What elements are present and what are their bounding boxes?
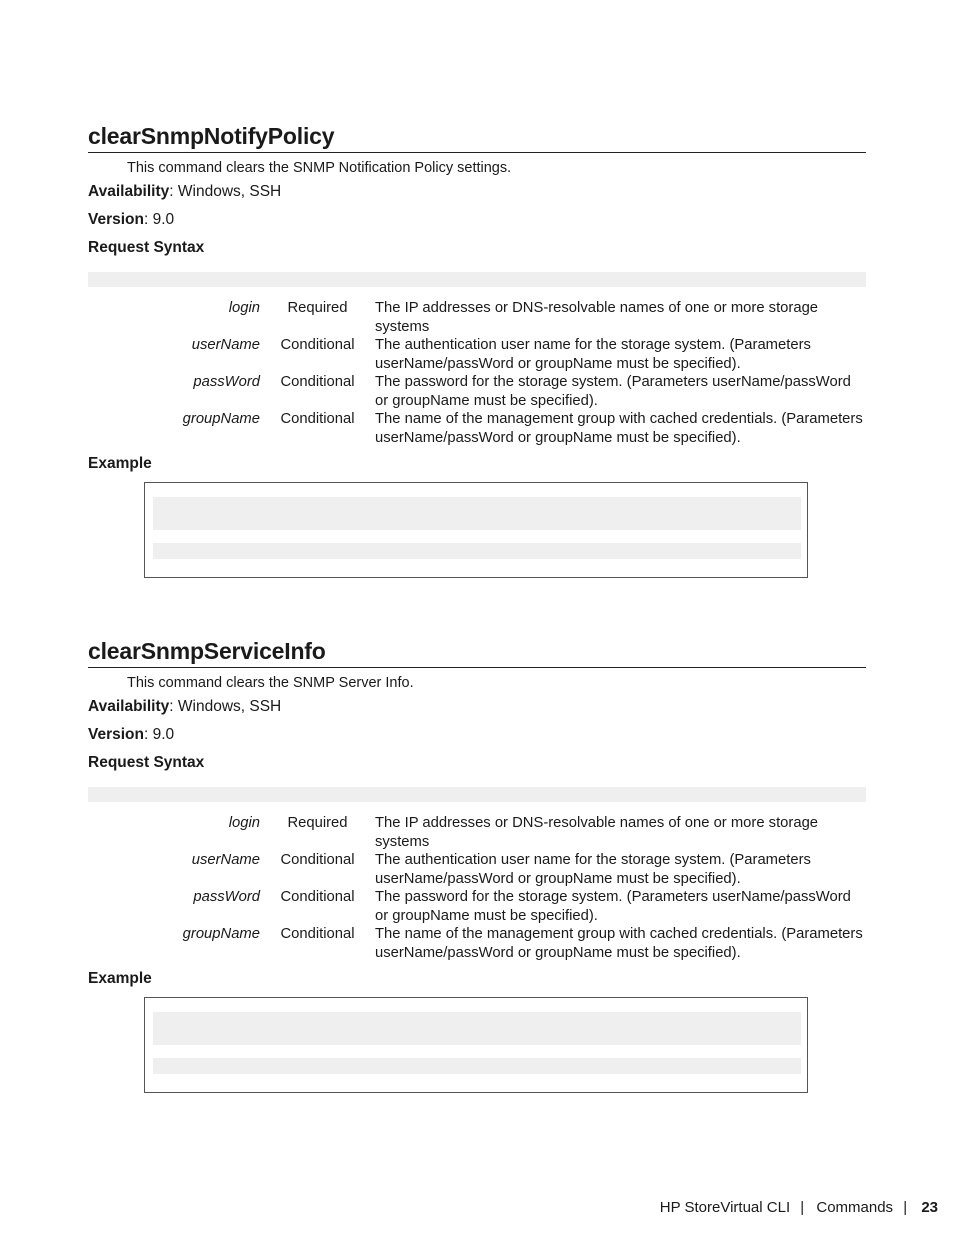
footer-separator: |: [800, 1199, 805, 1216]
version-line: [88, 206, 866, 234]
availability-label: Availability: [88, 698, 170, 715]
footer-product: HP StoreVirtual CLI: [659, 1199, 791, 1216]
version-value: : 9.0: [144, 726, 175, 743]
parameter-requirement: Conditional: [280, 337, 355, 353]
parameter-name: passWord: [193, 374, 260, 390]
parameter-requirement: Conditional: [280, 852, 355, 868]
page-number: 23: [921, 1199, 938, 1216]
section-description: This command clears the SNMP Server Info.: [127, 675, 414, 691]
section-title: clearSnmpServiceInfo: [88, 637, 866, 668]
example-output-block: [153, 543, 801, 559]
parameter-name: userName: [191, 852, 260, 868]
version-line: [88, 721, 866, 749]
section-description: This command clears the SNMP Notification Policy settings.: [127, 160, 512, 176]
parameter-description: The password for the storage system. (Parameters userName/passWord or groupName must be specified).: [375, 374, 851, 409]
parameter-row: [88, 373, 866, 410]
parameter-description: The password for the storage system. (Parameters userName/passWord or groupName must be specified).: [375, 889, 851, 924]
parameter-row: [88, 925, 866, 962]
parameter-name: userName: [191, 337, 260, 353]
parameter-description: The IP addresses or DNS-resolvable names of one or more storage systems: [375, 300, 819, 335]
parameter-name: groupName: [182, 926, 260, 942]
availability-line: [88, 178, 866, 206]
syntax-code-block: [88, 272, 866, 287]
example-code-block: [153, 1012, 801, 1045]
parameter-description: The name of the management group with cached credentials. (Parameters userName/passWord or groupName must be specified).: [375, 411, 863, 446]
version-value: : 9.0: [144, 211, 175, 228]
version-label: Version: [88, 211, 144, 228]
parameter-name: groupName: [182, 411, 260, 427]
parameter-name: login: [228, 815, 260, 831]
parameter-row: [88, 299, 866, 336]
example-output-block: [153, 1058, 801, 1074]
availability-value: : Windows, SSH: [169, 183, 282, 200]
parameter-description: The IP addresses or DNS-resolvable names of one or more storage systems: [375, 815, 819, 850]
parameter-row: [88, 851, 866, 888]
example-code-box: [144, 482, 808, 578]
command-section-clearsnmpserviceinfo: [88, 637, 866, 1093]
parameter-description: The authentication user name for the storage system. (Parameters userName/passWord or groupName must be specified).: [375, 852, 811, 887]
example-heading: Example: [88, 970, 152, 987]
request-syntax-heading: Request Syntax: [88, 239, 205, 256]
version-label: Version: [88, 726, 144, 743]
availability-line: [88, 693, 866, 721]
parameter-description: The name of the management group with cached credentials. (Parameters userName/passWord or groupName must be specified).: [375, 926, 863, 961]
parameter-requirement: Required: [287, 300, 348, 316]
parameter-table: [88, 814, 866, 962]
command-section-clearsnmpnotifypolicy: [88, 122, 866, 578]
parameter-requirement: Conditional: [280, 926, 355, 942]
footer-chapter: Commands: [816, 1199, 894, 1216]
parameter-row: [88, 336, 866, 373]
footer-separator: |: [903, 1199, 908, 1216]
availability-value: : Windows, SSH: [169, 698, 282, 715]
parameter-requirement: Conditional: [280, 411, 355, 427]
parameter-description: The authentication user name for the storage system. (Parameters userName/passWord or groupName must be specified).: [375, 337, 811, 372]
parameter-table: [88, 299, 866, 447]
example-code-box: [144, 997, 808, 1093]
parameter-name: login: [228, 300, 260, 316]
example-code-block: [153, 497, 801, 530]
example-heading: Example: [88, 455, 152, 472]
section-title: clearSnmpNotifyPolicy: [88, 122, 866, 153]
parameter-name: passWord: [193, 889, 260, 905]
page-footer: [600, 1198, 938, 1218]
parameter-row: [88, 814, 866, 851]
parameter-requirement: Conditional: [280, 374, 355, 390]
request-syntax-heading: Request Syntax: [88, 754, 205, 771]
parameter-row: [88, 888, 866, 925]
availability-label: Availability: [88, 183, 170, 200]
syntax-code-block: [88, 787, 866, 802]
parameter-requirement: Required: [287, 815, 348, 831]
parameter-row: [88, 410, 866, 447]
parameter-requirement: Conditional: [280, 889, 355, 905]
